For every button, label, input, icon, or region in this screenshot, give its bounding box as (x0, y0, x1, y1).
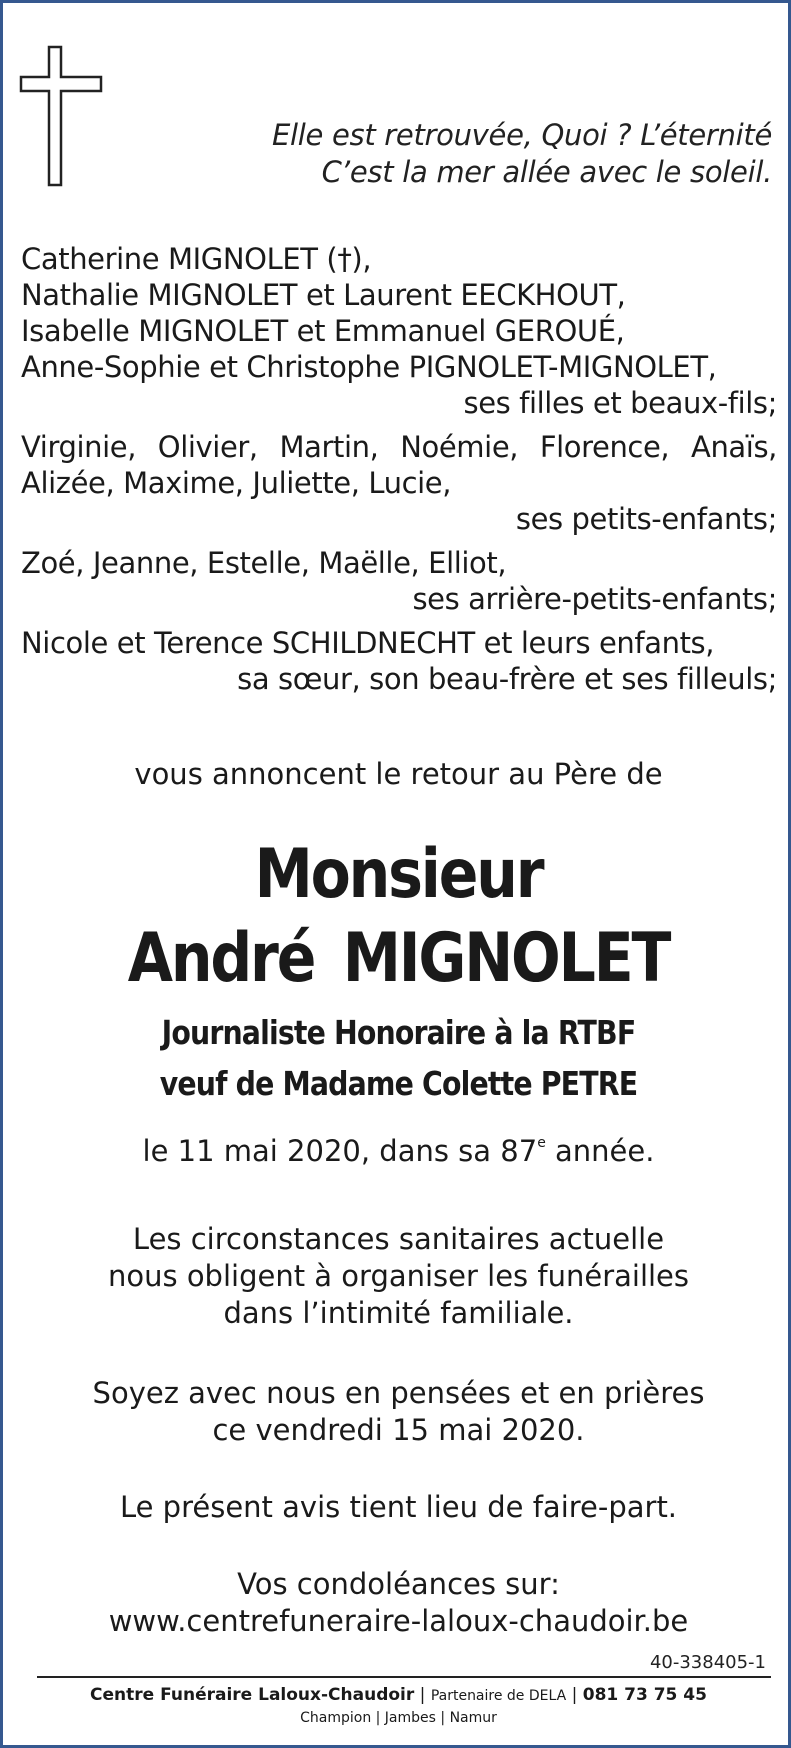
phone-number: 081 73 75 45 (582, 1685, 707, 1705)
profession: Journaliste Honoraire à la RTBF (161, 1013, 636, 1052)
family-line: Zoé, Jeanne, Estelle, Maëlle, Elliot, (21, 546, 507, 580)
footer-divider (37, 1676, 771, 1678)
epigraph (152, 117, 772, 191)
family-line: Nathalie MIGNOLET et Laurent EECKHOUT, (21, 278, 626, 312)
family-line: Catherine MIGNOLET (†), (21, 242, 372, 276)
notice-line: Les circonstances sanitaires actuelle (132, 1222, 665, 1256)
family-line: Nicole et Terence SCHILDNECHT et leurs enfants, (21, 626, 715, 660)
epigraph-line-1: Elle est retrouvée, Quoi ? L’éternité (271, 118, 772, 152)
notice-condolences (3, 1566, 791, 1640)
cross-icon (19, 45, 103, 187)
notice-line: Soyez avec nous en pensées et en prières (92, 1376, 705, 1410)
notice-line: dans l’intimité familiale. (223, 1296, 574, 1330)
death-date (3, 1134, 791, 1168)
notice-line: nous obligent à organiser les funérailles (107, 1259, 690, 1293)
family-list (21, 241, 777, 697)
family-role: ses petits-enfants; (515, 502, 777, 536)
family-role: ses arrière-petits-enfants; (412, 582, 777, 616)
deceased-name: André MIGNOLET (127, 919, 670, 998)
family-line: Virginie, Olivier, Martin, Noémie, Florence, Anaïs, (21, 430, 777, 464)
salutation: Monsieur (254, 835, 543, 914)
family-line: Isabelle MIGNOLET et Emmanuel GEROUÉ, (21, 314, 625, 348)
announcement: vous annoncent le retour au Père de (134, 757, 663, 791)
date-prefix: le 11 mai 2020, dans sa 87 (142, 1134, 538, 1168)
family-line: Alizée, Maxime, Juliette, Lucie, (21, 466, 452, 500)
condolences-link[interactable]: www.centrefuneraire-laloux-chaudoir.be (108, 1604, 689, 1638)
footer-separator: | (419, 1685, 426, 1705)
family-role: sa sœur, son beau-frère et ses filleuls; (237, 662, 777, 696)
notice-sanitary (3, 1221, 791, 1332)
widower-of: veuf de Madame Colette PETRE (159, 1064, 638, 1103)
notice-line: Vos condoléances sur: (237, 1567, 560, 1601)
family-role: ses filles et beaux-fils; (463, 386, 777, 420)
reference-number: 40-338405-1 (649, 1652, 766, 1673)
partner: Partenaire de DELA (430, 1688, 567, 1704)
epigraph-line-2: C’est la mer allée avec le soleil. (321, 155, 772, 189)
notice-line: ce vendredi 15 mai 2020. (212, 1413, 585, 1447)
notice-prayers (3, 1375, 791, 1449)
notice-faire-part: Le présent avis tient lieu de faire-part. (119, 1490, 678, 1524)
family-line: Anne-Sophie et Christophe PIGNOLET-MIGNOLET, (21, 350, 717, 384)
footer-separator: | (571, 1685, 578, 1705)
footer-line (3, 1685, 791, 1705)
date-suffix: année. (545, 1134, 655, 1168)
company-name: Centre Funéraire Laloux-Chaudoir (90, 1685, 415, 1705)
footer-locations: Champion | Jambes | Namur (300, 1710, 497, 1726)
date-sup: e (537, 1135, 546, 1151)
